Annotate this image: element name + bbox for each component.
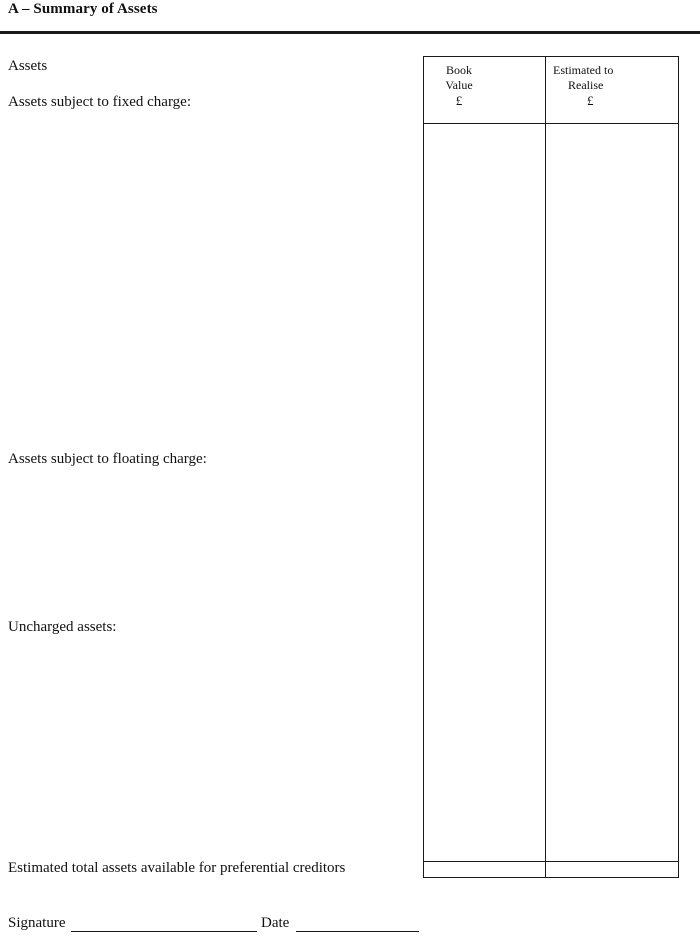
estimated-total-cell[interactable] (546, 862, 678, 877)
signature-label: Signature (8, 915, 66, 931)
assets-heading: Assets (8, 58, 48, 74)
total-assets-label: Estimated total assets available for preferential creditors (8, 860, 346, 876)
uncharged-assets-label: Uncharged assets: (8, 619, 117, 635)
fixed-charge-label: Assets subject to fixed charge: (8, 94, 192, 110)
book-value-total-cell[interactable] (424, 862, 545, 877)
currency-symbol: £ (455, 93, 463, 108)
values-table (423, 56, 679, 878)
page-title: A – Summary of Assets (8, 1, 158, 17)
floating-charge-label: Assets subject to floating charge: (8, 451, 207, 467)
estimated-to-realise-header: Estimated to Realise £ (550, 63, 683, 108)
date-label: Date (261, 915, 290, 931)
currency-symbol: £ (587, 93, 594, 108)
signature-field[interactable] (71, 931, 257, 932)
book-value-header: Book Value £ (424, 63, 494, 108)
title-divider (0, 31, 700, 34)
book-value-entries-area[interactable] (424, 124, 545, 861)
estimated-entries-area[interactable] (546, 124, 678, 861)
date-field[interactable] (296, 931, 419, 932)
